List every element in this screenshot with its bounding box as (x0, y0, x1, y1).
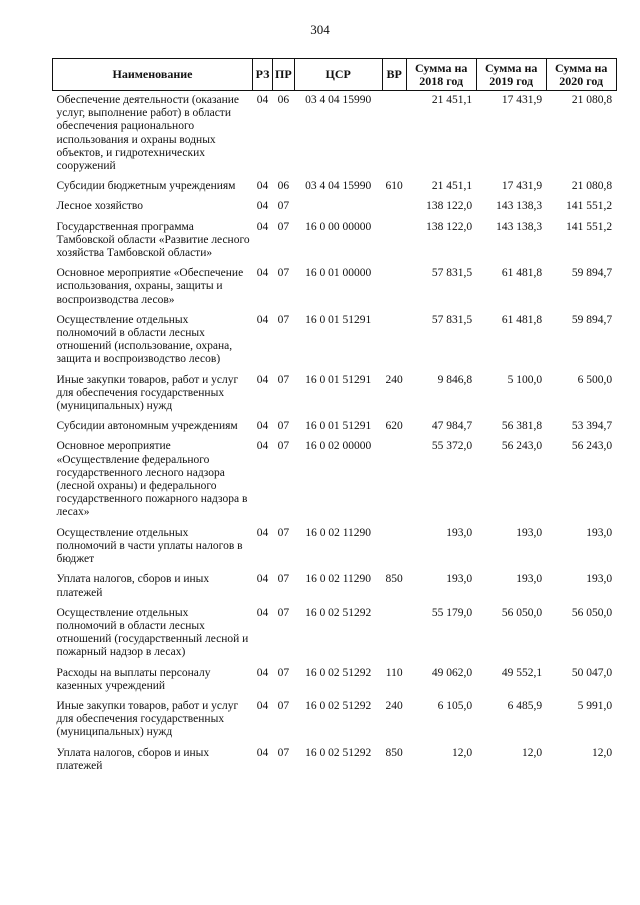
page-number: 304 (310, 22, 330, 37)
row-vr (382, 524, 406, 571)
row-sum-2018: 21 451,1 (431, 180, 473, 193)
row-sum-2018: 12,0 (452, 746, 473, 759)
row-sum-2018: 47 984,7 (431, 420, 473, 433)
table-row (53, 570, 617, 603)
row-sum-2018: 193,0 (446, 526, 473, 539)
row-csr: 16 0 02 11290 (305, 526, 372, 539)
row-vr: 240 (385, 373, 403, 386)
row-vr: 850 (385, 573, 403, 586)
row-vr: 110 (385, 666, 403, 679)
table-header-row (53, 59, 617, 91)
row-sum-2018: 9 846,8 (437, 373, 473, 386)
row-name: Иные закупки товаров, работ и услуг для обеспечения государственных (муниципальных) нужд (56, 699, 239, 739)
row-sum-2019: 143 138,3 (496, 220, 543, 233)
row-sum-2018: 55 179,0 (431, 606, 473, 619)
table-row (53, 744, 617, 777)
row-vr: 850 (385, 746, 403, 759)
row-rz: 04 (256, 220, 269, 233)
row-pr: 07 (277, 373, 290, 386)
row-sum-2019: 61 481,8 (501, 313, 543, 326)
row-sum-2020: 12,0 (592, 746, 613, 759)
row-sum-2020: 50 047,0 (571, 666, 613, 679)
header-sum-2020: Сумма на 2020 год (546, 59, 616, 91)
row-name: Расходы на выплаты персоналу казенных учреждений (56, 666, 211, 692)
table-row (53, 218, 617, 265)
table-row (53, 524, 617, 571)
table-row (53, 371, 617, 418)
row-sum-2020: 59 894,7 (571, 267, 613, 280)
row-sum-2019: 56 050,0 (501, 606, 543, 619)
row-sum-2018: 6 105,0 (437, 699, 473, 712)
header-name: Наименование (53, 59, 253, 91)
row-sum-2020: 193,0 (586, 573, 613, 586)
row-sum-2019: 17 431,9 (501, 180, 543, 193)
row-sum-2020: 141 551,2 (566, 200, 613, 213)
row-sum-2020: 6 500,0 (577, 373, 613, 386)
row-sum-2018: 21 451,1 (431, 94, 473, 106)
row-sum-2019: 61 481,8 (501, 267, 543, 280)
row-sum-2019: 5 100,0 (507, 373, 543, 386)
row-pr: 07 (277, 440, 290, 453)
row-rz: 04 (256, 746, 269, 759)
row-sum-2020: 59 894,7 (571, 313, 613, 326)
row-sum-2019: 56 243,0 (501, 440, 543, 453)
row-name: Уплата налогов, сборов и иных платежей (56, 746, 210, 772)
row-pr: 07 (277, 420, 290, 433)
row-sum-2019: 193,0 (516, 573, 543, 586)
table-row (53, 664, 617, 697)
row-pr: 07 (277, 606, 290, 619)
row-csr: 16 0 01 51291 (305, 313, 372, 326)
row-rz: 04 (256, 606, 269, 619)
row-sum-2020: 141 551,2 (566, 220, 613, 233)
header-csr: ЦСР (294, 59, 382, 91)
row-name: Осуществление отдельных полномочий в области лесных отношений (использование, охрана, защита и воспроизводство лесов) (56, 313, 233, 366)
row-vr (382, 264, 406, 311)
table-row (53, 604, 617, 664)
row-rz: 04 (256, 440, 269, 453)
row-pr: 07 (277, 313, 290, 326)
row-sum-2020: 56 050,0 (571, 606, 613, 619)
row-name: Осуществление отдельных полномочий в части уплаты налогов в бюджет (56, 526, 243, 566)
row-pr: 07 (277, 699, 290, 712)
row-sum-2018: 138 122,0 (426, 220, 473, 233)
row-sum-2020: 193,0 (586, 526, 613, 539)
row-pr: 07 (277, 573, 290, 586)
row-vr: 610 (385, 180, 403, 193)
row-name: Осуществление отдельных полномочий в области лесных отношений (государственный лесной и пожарный надзор в лесах) (56, 606, 249, 659)
row-rz: 04 (256, 267, 269, 280)
row-csr: 16 0 02 11290 (305, 573, 372, 586)
row-sum-2018: 57 831,5 (431, 313, 473, 326)
budget-table (52, 58, 617, 777)
row-vr (382, 218, 406, 265)
row-vr (382, 311, 406, 371)
row-vr: 240 (385, 699, 403, 712)
row-rz: 04 (256, 666, 269, 679)
row-csr: 16 0 02 51292 (305, 699, 372, 712)
row-pr: 06 (277, 180, 290, 193)
row-csr: 16 0 02 51292 (305, 606, 372, 619)
table-row (53, 417, 617, 437)
row-name: Лесное хозяйство (56, 200, 144, 213)
row-pr: 07 (277, 746, 290, 759)
row-csr: 16 0 02 51292 (305, 666, 372, 679)
row-sum-2018: 57 831,5 (431, 267, 473, 280)
row-sum-2018: 138 122,0 (426, 200, 473, 213)
table-row (53, 264, 617, 311)
table-row (53, 697, 617, 744)
row-sum-2020: 56 243,0 (571, 440, 613, 453)
row-csr: 16 0 00 00000 (305, 220, 372, 233)
row-vr: 620 (385, 420, 403, 433)
table-row (53, 437, 617, 523)
row-rz: 04 (256, 573, 269, 586)
table-body (53, 91, 617, 777)
row-sum-2018: 49 062,0 (431, 666, 473, 679)
row-pr: 07 (277, 200, 290, 213)
row-name: Основное мероприятие «Осуществление федерального государственного лесного надзора (лесной охраны) и федерального государственного пожарного надзора в лесах» (56, 440, 248, 519)
row-sum-2018: 193,0 (446, 573, 473, 586)
row-sum-2020: 5 991,0 (577, 699, 613, 712)
row-csr: 16 0 02 00000 (305, 440, 372, 453)
header-sum-2018: Сумма на 2018 год (406, 59, 476, 91)
header-rz: РЗ (253, 59, 273, 91)
row-rz: 04 (256, 94, 269, 106)
row-sum-2019: 56 381,8 (501, 420, 543, 433)
row-rz: 04 (256, 699, 269, 712)
row-sum-2018: 55 372,0 (431, 440, 473, 453)
row-rz: 04 (256, 420, 269, 433)
table-row (53, 311, 617, 371)
row-pr: 06 (277, 94, 290, 106)
row-rz: 04 (256, 200, 269, 213)
row-pr: 07 (277, 220, 290, 233)
row-vr (382, 91, 406, 178)
row-vr (382, 604, 406, 664)
header-pr: ПР (273, 59, 295, 91)
row-csr (294, 197, 382, 217)
table-row (53, 197, 617, 217)
row-name: Субсидии бюджетным учреждениям (56, 180, 236, 193)
table-row (53, 91, 617, 178)
header-sum-2019: Сумма на 2019 год (476, 59, 546, 91)
row-csr: 16 0 01 51291 (305, 373, 372, 386)
row-rz: 04 (256, 313, 269, 326)
row-sum-2020: 53 394,7 (571, 420, 613, 433)
row-pr: 07 (277, 267, 290, 280)
row-name: Обеспечение деятельности (оказание услуг, выполнение работ) в области обеспечения рационального использования и охраны водных объектов, и гидротехнических сооружений (56, 94, 240, 173)
row-pr: 07 (277, 526, 290, 539)
row-name: Уплата налогов, сборов и иных платежей (56, 573, 210, 599)
row-name: Государственная программа Тамбовской области «Развитие лесного хозяйства Тамбовской области» (56, 220, 250, 260)
row-csr: 16 0 01 51291 (305, 420, 372, 433)
row-sum-2019: 17 431,9 (501, 94, 543, 106)
row-rz: 04 (256, 180, 269, 193)
row-rz: 04 (256, 373, 269, 386)
row-sum-2019: 193,0 (516, 526, 543, 539)
row-name: Основное мероприятие «Обеспечение использования, охраны, защиты и воспроизводства лесов» (56, 267, 244, 306)
row-csr: 16 0 02 51292 (305, 746, 372, 759)
row-csr: 16 0 01 00000 (305, 267, 372, 280)
row-rz: 04 (256, 526, 269, 539)
row-vr (382, 197, 406, 217)
row-sum-2019: 143 138,3 (496, 200, 543, 213)
row-csr: 03 4 04 15990 (305, 94, 372, 106)
row-sum-2019: 6 485,9 (507, 699, 543, 712)
table-row (53, 177, 617, 197)
row-sum-2019: 12,0 (522, 746, 543, 759)
row-pr: 07 (277, 666, 290, 679)
row-vr (382, 437, 406, 523)
header-vr: ВР (382, 59, 406, 91)
row-sum-2020: 21 080,8 (571, 94, 613, 106)
row-csr: 03 4 04 15990 (305, 180, 372, 193)
row-sum-2020: 21 080,8 (571, 180, 613, 193)
row-name: Субсидии автономным учреждениям (56, 420, 238, 433)
row-name: Иные закупки товаров, работ и услуг для обеспечения государственных (муниципальных) нужд (56, 373, 239, 413)
row-sum-2019: 49 552,1 (501, 666, 543, 679)
